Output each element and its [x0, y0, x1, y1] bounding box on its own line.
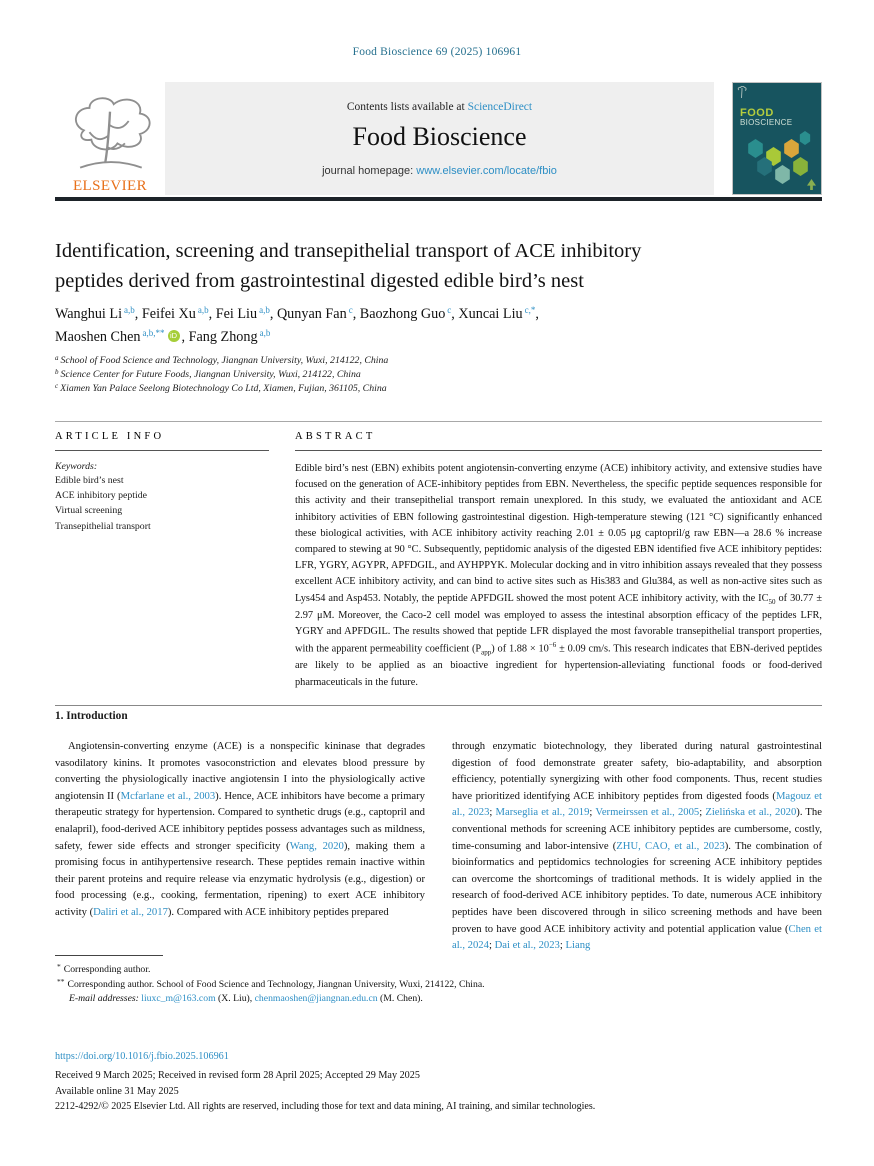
email-label: E-mail addresses:: [69, 993, 139, 1005]
journal-citation: Food Bioscience 69 (2025) 106961: [352, 46, 522, 58]
affiliation-text: Science Center for Future Foods, Jiangnan University, Wuxi, 214122, China: [60, 368, 361, 380]
journal-header-banner: [55, 82, 822, 195]
author-separator: ,: [269, 306, 277, 322]
author-affil-sup[interactable]: a,b,**: [142, 327, 165, 338]
article-title-line2: peptides derived from gastrointestinal digested edible bird’s nest: [55, 269, 584, 292]
email-suffix: (X. Liu),: [215, 993, 255, 1005]
citation-link[interactable]: Vermeirssen et al., 2005: [595, 807, 700, 819]
homepage-label: journal homepage:: [322, 164, 417, 177]
cover-hexagon: [783, 139, 800, 158]
affiliation-sup: c: [55, 381, 59, 390]
article-title: [55, 237, 785, 296]
citation-link[interactable]: Daliri et al., 2017: [93, 907, 168, 919]
homepage-line: [322, 165, 557, 177]
keyword: Edible bird’s nest: [55, 475, 124, 486]
author-name: Qunyan Fan: [276, 306, 347, 322]
author-affil-sup[interactable]: a,b: [259, 305, 270, 315]
body-segment: through enzymatic biotechnology, they liberated during natural gastrointestinal digestion of food demonstrate greater safety, bio-adaptability, and absorption efficiency, potentially synergizing with other food components. Thus, recent studies have prioritized identifying ACE inhibitory peptides from digested foods (: [452, 741, 822, 802]
affiliation-text: Xiamen Yan Palace Seelong Biotechnology Co Ltd, Xiamen, Fujian, 361105, China: [60, 382, 387, 394]
journal-cover-thumbnail[interactable]: [732, 82, 822, 195]
footnote-text: Corresponding author. School of Food Science and Technology, Jiangnan University, Wuxi, 214122, China.: [67, 978, 485, 990]
journal-title: Food Bioscience: [352, 121, 527, 151]
abstract-heading: ABSTRACT: [295, 431, 822, 451]
keyword: Virtual screening: [55, 505, 123, 517]
author-affil-sup[interactable]: c: [447, 305, 452, 315]
email-link[interactable]: liuxc_m@163.com: [141, 993, 216, 1005]
body-segment: ;: [589, 807, 596, 819]
citation-link[interactable]: Mcfarlane et al., 2003: [120, 790, 216, 802]
abstract-text: [295, 461, 822, 691]
body-column-right: [452, 739, 822, 955]
doi-link[interactable]: https://doi.org/10.1016/j.fbio.2025.106961: [55, 1051, 229, 1062]
author-affil-sup[interactable]: a,b: [259, 327, 271, 338]
author-list: [55, 303, 800, 348]
elsevier-logo[interactable]: [55, 82, 165, 195]
article-info-abstract-block: [55, 421, 822, 706]
cover-hexagon: [747, 139, 764, 158]
abstract-segment: of 30.77 ± 2.97 μM. Moreover, the Caco-2 cell model was employed to assess the intestinal absorption efficacy of the peptides LFR, YGRY and APFDGIL. The results showed that peptide LFR displayed the most favorable transepithelial transport properties, with the apparent permeability coefficient (P: [295, 592, 822, 655]
footnotes: [55, 955, 822, 1007]
article-info-heading: ARTICLE INFO: [55, 431, 269, 451]
footnote-star: *: [57, 962, 61, 971]
affiliation-item: [55, 354, 755, 368]
elsevier-tree-icon: [63, 93, 157, 177]
abstract-subscript: app: [481, 648, 492, 657]
body-segment: ). The combination of bioinformatics and peptidomics technologies for screening ACE inhibitory peptides can overcome the shortcomings of traditional methods. It is widely applied in the research of food-derived ACE inhibitory peptides. To date, numerous ACE inhibitory peptides have been discovered through in silico screening methods and have been proven to have good ACE inhibitory activity and potential application value (: [452, 840, 822, 935]
author-separator: ,: [352, 306, 360, 322]
footnote-text: Corresponding author.: [63, 964, 151, 975]
affiliation-text: School of Food Science and Technology, Jiangnan University, Wuxi, 214122, China: [60, 355, 389, 366]
citation-link[interactable]: Liang: [565, 940, 591, 952]
body-segment: ). Compared with ACE inhibitory peptides prepared: [167, 907, 389, 919]
two-column-body: [55, 739, 822, 955]
received-dates: Received 9 March 2025; Received in revised form 28 April 2025; Accepted 29 May 2025: [55, 1069, 420, 1081]
body-segment: ). The conventional methods for screening ACE inhibitory peptides are cumbersome, costly, time-consuming and labor-intensive (: [452, 807, 822, 852]
affiliations: [55, 354, 755, 396]
cover-hexagon: [799, 131, 811, 145]
author-affil-sup[interactable]: a,b: [197, 305, 209, 315]
body-segment: Angiotensin-converting enzyme (ACE) is a nonspecific kininase that degrades vasodilatory kinins. It promotes vasoconstriction and elevates blood pressure by converting the physiologically inactive angiotensin I into the physiologically active angiotensin II (: [55, 741, 425, 802]
sciencedirect-link[interactable]: ScienceDirect: [467, 100, 533, 113]
citation-link[interactable]: Zielińska et al., 2020: [705, 807, 797, 819]
body-segment: ;: [488, 940, 495, 952]
abstract-segment: ) of 1.88 × 10: [491, 643, 549, 655]
footnote-divider: [55, 955, 163, 956]
article-title-line1: Identification, screening and transepithelial transport of ACE inhibitory: [55, 240, 642, 262]
article-info-column: [55, 431, 269, 691]
author-name: Maoshen Chen: [55, 328, 141, 345]
contents-prefix: Contents lists available at: [346, 100, 468, 113]
citation-link[interactable]: Marseglia et al., 2019: [495, 807, 590, 819]
cover-title-line2: BIOSCIENCE: [740, 118, 793, 128]
footnote-emails: [69, 992, 822, 1007]
affiliation-item: [55, 368, 755, 382]
header-divider: [55, 197, 822, 201]
author-name: Fang Zhong: [188, 328, 258, 345]
body-segment: ). Hence, ACE inhibitors have become a primary therapeutic strategy for hypertension. Compared to synthetic drugs (e.g., captopril and enalapril), food-derived ACE inhibitory peptides possess advantages such as mildness, safety, fewer side effects and stronger specificity (: [55, 790, 425, 852]
cover-mini-logo-icon: [737, 86, 747, 99]
citation-link[interactable]: Wang, 2020: [289, 840, 344, 852]
footnote-corresponding-2: [57, 978, 822, 993]
body-column-left: [55, 739, 425, 955]
article-meta-footer: [55, 1049, 822, 1115]
footnote-corresponding-1: [57, 963, 822, 978]
abstract-segment: ± 0.09 cm/s. This research indicates that EBN-derived peptides are likely to be applied as an bioactive ingredient for hypertension-alleviating functional foods or food-derived pharmaceuticals in the future.: [295, 643, 822, 688]
citation-link[interactable]: Chen et al., 2024: [452, 923, 822, 952]
cover-hexagon: [792, 157, 809, 176]
abstract-subscript: 50: [768, 597, 776, 606]
cover-title-line1: FOOD: [740, 107, 774, 119]
author-name: Wanghui Li: [55, 306, 123, 322]
body-segment: ;: [489, 807, 496, 819]
cover-title: [740, 107, 792, 128]
author-affil-sup[interactable]: a,b: [124, 305, 135, 315]
homepage-link[interactable]: www.elsevier.com/locate/fbio: [416, 164, 557, 177]
affiliation-item: [55, 382, 755, 396]
author-separator: ,: [134, 306, 142, 322]
email-link[interactable]: chenmaoshen@jiangnan.edu.cn: [254, 993, 378, 1005]
orcid-icon-label: iD: [169, 330, 178, 340]
abstract-column: [295, 431, 822, 691]
body-segment: ;: [559, 940, 566, 952]
citation-link[interactable]: Dai et al., 2023: [494, 940, 560, 952]
body-segment: ;: [699, 807, 706, 819]
keyword: Transepithelial transport: [55, 520, 151, 532]
orcid-icon[interactable]: [168, 330, 180, 342]
citation-link[interactable]: ZHU, CAO, et al., 2023: [616, 840, 725, 852]
author-separator: ,: [208, 306, 216, 322]
body-segment: ), making them a promising focus in antihypertensive research. These peptides remain inactive within their parent proteins and require release via enzymatic hydrolysis (e.g., digestion) or food processing (e.g., cooking, fermentation, ripening) to exert ACE inhibitory activity (: [55, 840, 425, 919]
author-separator: ,: [181, 328, 189, 345]
keywords-label: Keywords:: [55, 461, 98, 472]
email-suffix: (M. Chen).: [377, 993, 423, 1005]
footnote-star: **: [57, 976, 65, 986]
author-name: Feifei Xu: [141, 306, 196, 322]
cover-hexagon: [774, 165, 791, 184]
section-heading: 1. Introduction: [55, 710, 128, 722]
citation-link[interactable]: Magouz et al., 2023: [452, 790, 822, 819]
elsevier-wordmark: ELSEVIER: [72, 178, 148, 194]
paragraph: [55, 739, 425, 922]
author-separator: ,: [535, 306, 539, 322]
keyword: ACE inhibitory peptide: [55, 490, 147, 502]
cover-elsevier-mark-icon: [807, 179, 816, 190]
journal-masthead: [165, 82, 714, 195]
affiliation-sup: b: [55, 367, 59, 376]
abstract-superscript: −6: [548, 640, 557, 649]
author-name: Baozhong Guo: [359, 306, 446, 322]
author-name: Fei Liu: [215, 306, 258, 322]
introduction-section: [55, 710, 822, 955]
author-affil-sup[interactable]: c: [348, 305, 353, 315]
author-separator: ,: [451, 306, 459, 322]
available-online: Available online 31 May 2025: [55, 1085, 179, 1097]
author-affil-sup[interactable]: c,*: [524, 305, 536, 315]
copyright-line: 2212-4292/© 2025 Elsevier Ltd. All rights are reserved, including those for text and data mining, AI training, and similar technologies.: [55, 1101, 596, 1113]
abstract-segment: Edible bird’s nest (EBN) exhibits potent angiotensin-converting enzyme (ACE) inhibitory activity, and extensive studies have focused on the generation of ACE-inhibitory peptides from EBN. Nevertheless, the specific peptide sequences responsible for this activity and their transepithelial transport remain unexplored. In this study, we evaluated the antioxidant and ACE inhibitory activities of EBN following gastrointestinal digestion. High-temperature stewing (121 °C) significantly enhanced these biological activities, with ACE inhibitory activity reaching 2.01 ± 0.05 μg captopril/g raw EBN—a 28.6 % increase compared to stewing at 90 °C. Subsequently, peptidomic analysis of the digested EBN identified five ACE inhibitory peptides: LFR, YGRY, AGYPR, APFDGIL, and AYHPPYK. Molecular docking and in vitro inhibition assays revealed that they possess excellent ACE inhibitory activity, and can bind to active sites such as His383 and Glu384, as well as non-active sites such as Lys454 and Asp453. Notably, the peptide APFDGIL showed the most potent ACE inhibitory activity, with the IC: [295, 463, 822, 604]
affiliation-sup: a: [55, 354, 59, 362]
author-name: Xuncai Liu: [458, 306, 523, 322]
paragraph: [452, 739, 822, 955]
contents-line: [347, 101, 532, 113]
